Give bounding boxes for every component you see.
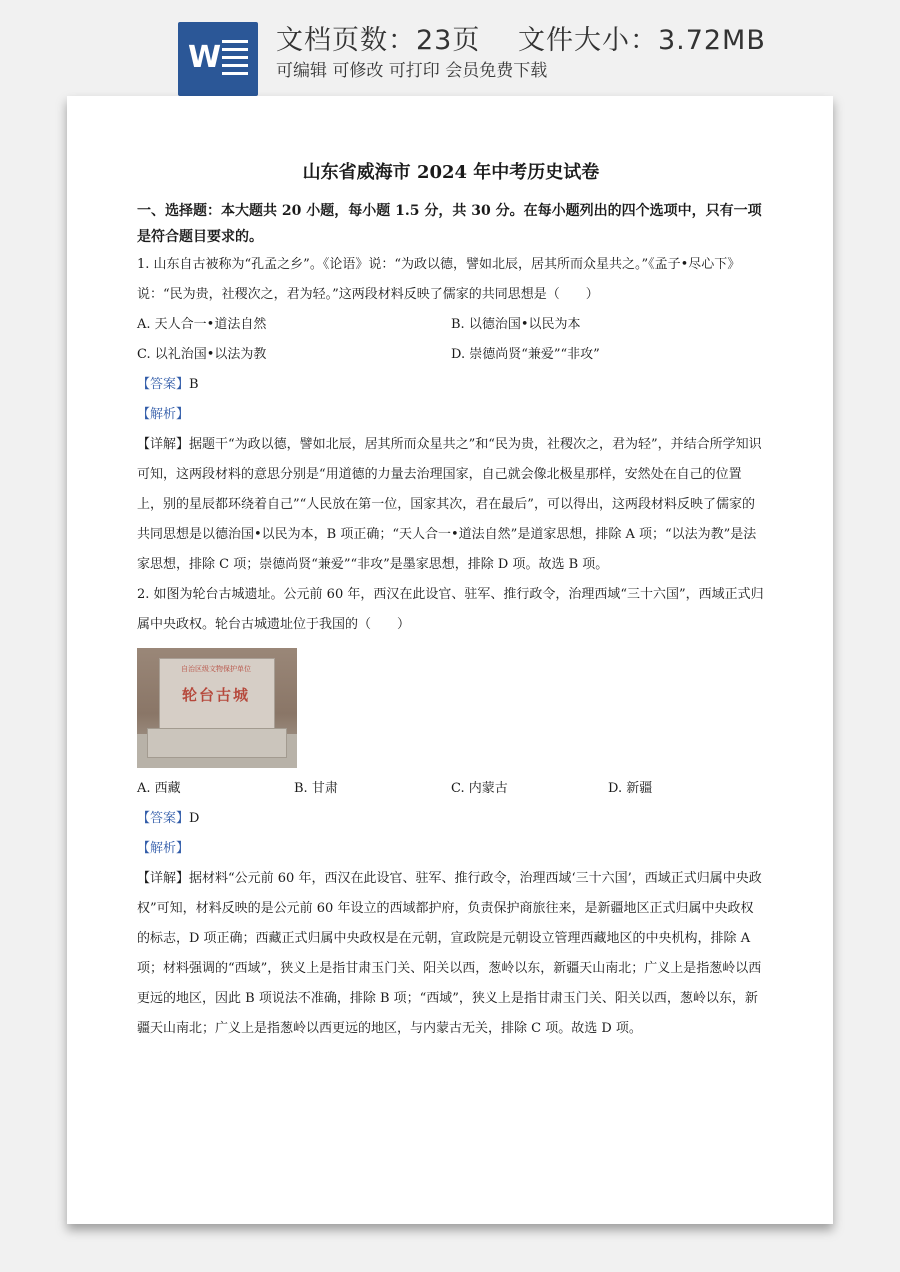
photo-inscription: 轮台古城 xyxy=(181,686,250,704)
section-heading: 一、选择题：本大题共 20 小题，每小题 1.5 分，共 30 分。在每小题列出的四个选项中，只有一项是符合题目要求的。 xyxy=(137,203,762,245)
question-1-option-d: D. 崇德尚贤“兼爱”“非攻” xyxy=(451,347,600,362)
document-page xyxy=(67,96,833,1224)
document-title: 山东省威海市 2024 年中考历史试卷 xyxy=(302,162,600,183)
question-1-option-c: C. 以礼治国•以法为教 xyxy=(137,347,267,362)
question-1-options-row-2 xyxy=(137,340,765,370)
question-2-options xyxy=(137,774,765,804)
photo-inscription-top: 自治区级文物保护单位 xyxy=(181,665,251,673)
question-1-answer xyxy=(137,370,765,400)
luntai-ancient-city-photo xyxy=(137,648,297,768)
banner-subtitle: 可编辑 可修改 可打印 会员免费下载 xyxy=(276,61,548,81)
question-2-option-a: A. 西藏 xyxy=(137,781,181,796)
question-2-option-d: D. 新疆 xyxy=(608,781,653,796)
question-1-stem: 1. 山东自古被称为“孔孟之乡”。《论语》说：“为政以德，譬如北辰，居其所而众星共之。”《孟子•尽心下》说：“民为贵，社稷次之，君为轻。”这两段材料反映了儒家的共同思想是（ ） xyxy=(137,257,741,302)
answer-value: D xyxy=(189,811,200,826)
download-banner xyxy=(0,0,900,96)
document-lines-icon xyxy=(222,40,248,80)
answer-label: 【答案】 xyxy=(137,811,190,826)
question-2-detail: 【详解】据材料“公元前 60 年，西汉在此设官、驻军、推行政令，治理西域‘三十六国’，西域正式归属中央政权”可知，材料反映的是公元前 60 年设立的西域都护府，负责保护商旅往来，是新疆地区正式归属中央政权的标志，D 项正确；西藏正式归属中央政权是在元朝，宣政院是元朝设立管理西藏地区的中央机构，排除 A 项；材料强调的“西域”，狭义上是指甘肃玉门关、阳关以西，葱岭以东，新疆天山南北；广义上是指葱岭以西更远的地区，因此 B 项说法不准确，排除 B 项；“西域”，狭义上是指甘肃玉门关、阳关以西，葱岭以东，新疆天山南北；广义上是指葱岭以西更远的地区，与内蒙古无关，排除 C 项。故选 D 项。 xyxy=(137,871,762,1036)
document-content xyxy=(137,158,765,1044)
question-1-option-b: B. 以德治国•以民为本 xyxy=(451,317,581,332)
word-document-icon xyxy=(178,22,258,96)
question-2-option-c: C. 内蒙古 xyxy=(451,781,508,796)
question-1-detail: 【详解】据题干“为政以德，譬如北辰，居其所而众星共之”和“民为贵，社稷次之，君为轻”，并结合所学知识可知，这两段材料的意思分别是“用道德的力量去治理国家，自己就会像北极星那样，安然处在自己的位置上，别的星辰都环绕着自己”“人民放在第一位，国家其次，君在最后”，可以得出，这两段材料反映了儒家的共同思想是以德治国•以民为本，B 项正确；“天人合一•道法自然”是道家思想，排除 A 项；“以法为教”是法家思想，排除 C 项；崇德尚贤“兼爱”“非攻”是墨家思想，排除 D 项。故选 B 项。 xyxy=(137,437,762,572)
answer-value: B xyxy=(189,377,199,392)
question-2-stem: 2. 如图为轮台古城遗址。公元前 60 年，西汉在此设官、驻军、推行政令，治理西域“三十六国”，西域正式归属中央政权。轮台古城遗址位于我国的（ ） xyxy=(137,587,764,632)
photo-tablet-base xyxy=(147,728,287,758)
banner-title: 文档页数：23页 文件大小：3.72MB xyxy=(276,25,766,56)
question-1-options-row-1 xyxy=(137,310,765,340)
question-2-answer xyxy=(137,804,765,834)
question-2-option-b: B. 甘肃 xyxy=(294,781,338,796)
question-1-analysis-label: 【解析】 xyxy=(137,407,190,422)
answer-label: 【答案】 xyxy=(137,377,190,392)
question-2-analysis-label: 【解析】 xyxy=(137,841,190,856)
question-1-option-a: A. 天人合一•道法自然 xyxy=(137,317,267,332)
word-logo-letter: W xyxy=(188,40,222,75)
